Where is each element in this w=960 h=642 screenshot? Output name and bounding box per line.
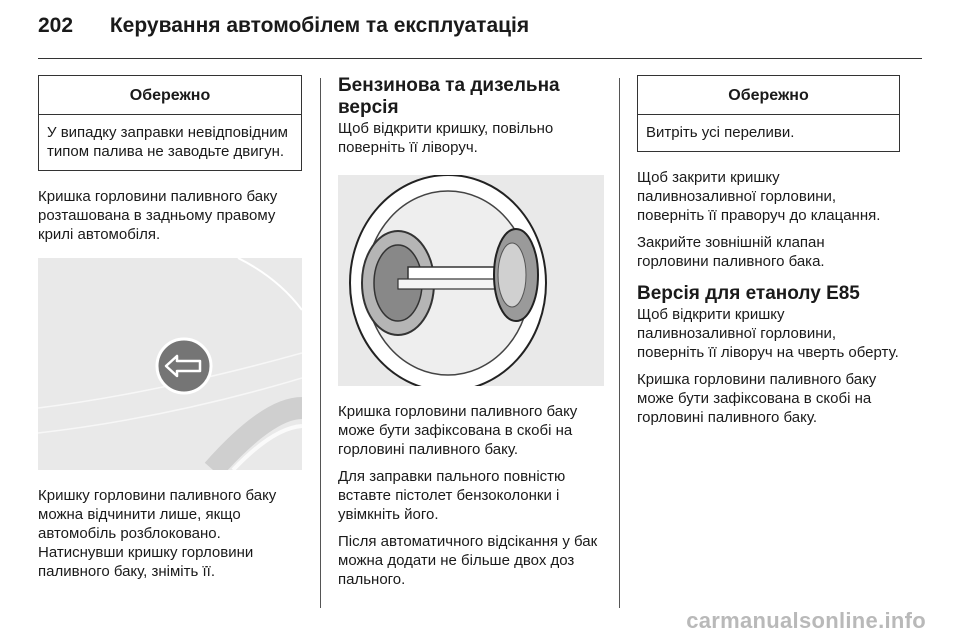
warning-box	[38, 75, 302, 171]
section-heading: Бензинова та дизельна версія	[338, 75, 560, 118]
paragraph: Щоб відкрити кришку паливнозаливної горловини, поверніть її ліворуч на чверть оберту.	[637, 306, 899, 361]
paragraph: Щоб закрити кришку паливнозаливної горловини, поверніть її праворуч до клацання.	[637, 169, 881, 224]
column-divider	[619, 78, 620, 608]
column-right	[637, 75, 900, 435]
paragraph: Кришка горловини паливного баку розташована в задньому правому крилі автомобіля.	[38, 188, 278, 243]
warning-text: Витріть усі переливи.	[646, 124, 795, 141]
fuel-door-closed-illustration	[38, 258, 302, 470]
page-header	[38, 14, 529, 38]
column-left	[38, 75, 302, 589]
paragraph: Кришка горловини паливного баку може бути зафіксована в скобі на горловині паливного баку.	[637, 371, 877, 426]
section-heading: Версія для етанолу E85	[637, 283, 860, 304]
header-divider	[38, 58, 922, 59]
watermark: carmanualsonline.info	[686, 608, 926, 633]
column-divider	[320, 78, 321, 608]
column-middle	[338, 75, 604, 597]
paragraph: Закрийте зовнішній клапан горловини паливного бака.	[637, 234, 825, 270]
paragraph: Кришка горловини паливного баку може бути зафіксована в скобі на горловині паливного баку.	[338, 403, 578, 458]
page-title: Керування автомобілем та експлуатація	[109, 14, 530, 37]
fuel-cap-open-illustration	[338, 175, 604, 386]
warning-title: Обережно	[638, 76, 899, 115]
warning-box	[637, 75, 900, 152]
paragraph: Після автоматичного відсікання у бак можна додати не більше двох доз пального.	[338, 533, 598, 588]
warning-title: Обережно	[39, 76, 301, 115]
page-number: 202	[38, 14, 74, 37]
warning-text: У випадку заправки невідповідним типом палива не заводьте двигун.	[47, 124, 288, 160]
paragraph: Кришку горловини паливного баку можна відчинити лише, якщо автомобіль розблоковано. Натиснувши кришку горловини паливного баку, зніміть її.	[38, 487, 277, 580]
paragraph: Щоб відкрити кришку, повільно поверніть її ліворуч.	[338, 120, 554, 156]
paragraph: Для заправки пального повністю вставте пістолет бензоколонки і увімкніть його.	[338, 468, 566, 523]
